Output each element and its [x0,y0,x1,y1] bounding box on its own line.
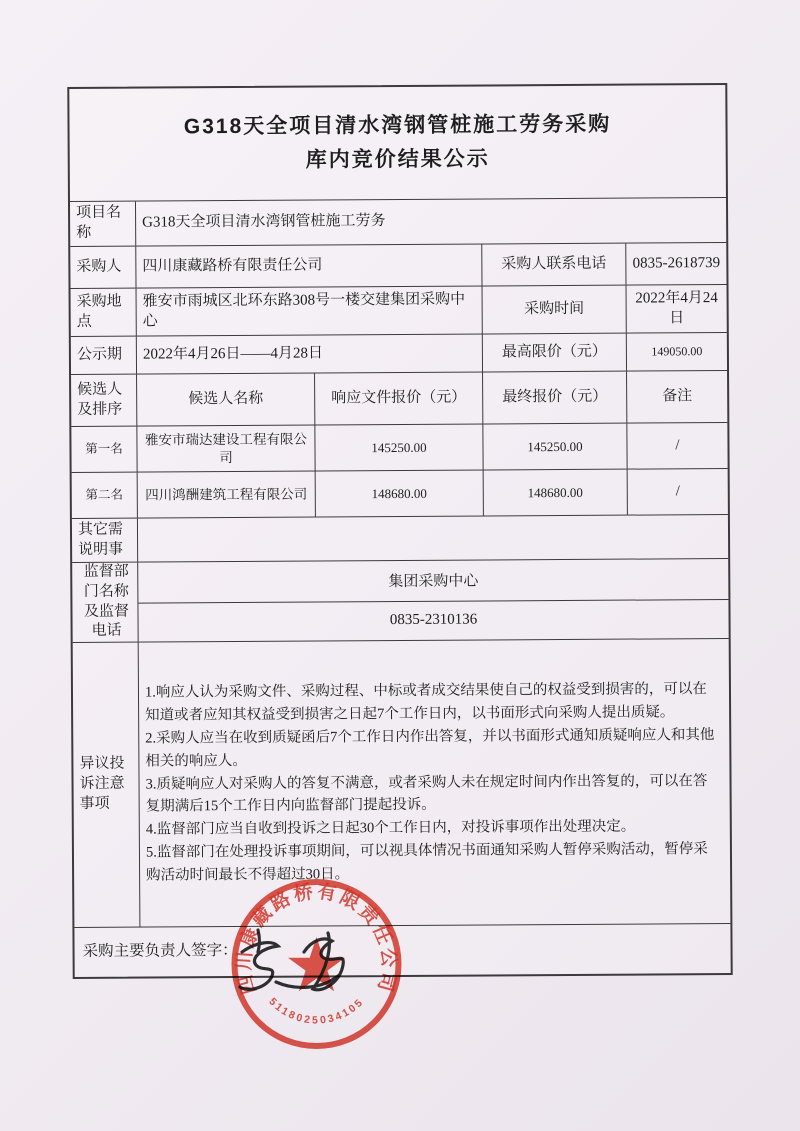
row-candidates-header [71,370,727,426]
candidates-remark-header: 备注 [626,371,727,423]
table-row-candidate-1 [71,422,727,472]
objection-item-4: 4.监督部门应当自收到投诉之日起30个工作日内，对投诉事项作出处理决定。 [145,818,636,838]
stamp-number-text: 5118025034105 [266,995,367,1027]
result-announcement-table [67,83,732,979]
document-title [69,85,726,201]
location-value: 雅安市雨城区北环东路308号一楼交建集团采购中心 [136,286,482,335]
objection-text-block [138,639,731,927]
project-name-value: G318天全项目清水湾钢管桩施工劳务 [135,198,726,246]
candidate-2-rank: 第二名 [85,487,124,503]
purchaser-phone-value: 0835-2618739 [625,243,726,285]
candidate-1-name: 雅安市瑞达建设工程有限公司 [136,426,314,472]
supervision-phone: 0835-2310136 [138,599,728,642]
candidate-2-final: 148680.00 [483,470,627,516]
stamp-company-text: 四川康藏路桥有限责任公司 [233,881,400,997]
project-name-label: 项目名称 [76,204,122,241]
max-price-label: 最高限价（元） [482,334,626,372]
location-label: 采购地点 [76,293,122,330]
candidate-2-bid: 148680.00 [315,470,483,516]
purchase-time-value: 2022年4月24日 [626,285,727,333]
supervision-department: 集团采购中心 [388,573,479,591]
objection-item-5: 5.监督部门在处理投诉事项期间，可以视具体情况书面通知采购人暂停采购活动，暂停采购活动时间最长不得超过30日。 [145,841,708,884]
candidates-bid-header: 响应文件报价（元） [314,372,482,424]
svg-text:5118025034105 [266,996,366,1027]
row-location [71,284,727,336]
title-line-2: 库内竞价结果公示 [305,147,490,172]
candidate-1-bid: 145250.00 [314,424,482,470]
objection-label: 异议投诉注意事项 [79,755,125,812]
row-purchaser [70,242,726,288]
objection-item-2: 2.采购人应当在收到质疑函后7个工作日内作出答复，并以书面形式通知质疑响应人和其他相关的响应人。 [145,726,715,770]
max-price-value: 149050.00 [626,333,727,371]
objection-item-3: 3.质疑响应人对采购人的答复不满意，或者采购人未在规定时间内作出答复的，可以在答复期满后15个工作日内向监督部门提起投诉。 [145,772,708,816]
supervision-label: 监督部门名称及监督电话 [83,563,130,640]
row-supervision [72,558,728,642]
candidates-final-header: 最终报价（元） [482,372,626,424]
purchaser-phone-label: 采购人联系电话 [481,244,625,286]
purchaser-label: 采购人 [76,258,122,275]
candidates-rank-header: 候选人及排序 [77,381,123,418]
candidates-name-header: 候选人名称 [136,374,314,426]
row-signature [74,923,730,977]
purchase-time-label: 采购时间 [482,286,626,334]
row-publicity-period [71,332,727,374]
publicity-label: 公示期 [76,346,122,363]
candidate-1-rank: 第一名 [85,441,123,457]
candidate-2-remark: / [627,469,728,515]
row-project-name [70,197,726,246]
publicity-value: 2022年4月26日——4月28日 [136,334,482,373]
table-row-candidate-2 [72,468,728,518]
candidate-2-name: 四川鸿酬建筑工程有限公司 [137,472,315,518]
candidate-1-remark: / [626,423,727,469]
signature-label: 采购主要负责人签字： [82,942,238,961]
purchaser-value: 四川康藏路桥有限责任公司 [135,244,481,287]
title-line-1: G318天全项目清水湾钢管桩施工劳务采购 [183,112,612,139]
objection-item-1: 1.响应人认为采购文件、采购过程、中标或者成交结果使自己的权益受到损害的，可以在知道或者应知其权益受到损害之日起7个工作日内，以书面形式向采购人提出质疑。 [144,681,707,724]
candidate-1-final: 145250.00 [482,424,626,470]
other-notes-value [137,515,728,562]
row-other-notes [72,514,728,562]
row-objection-notes [73,638,731,927]
other-notes-label: 其它需说明事 [77,521,124,558]
